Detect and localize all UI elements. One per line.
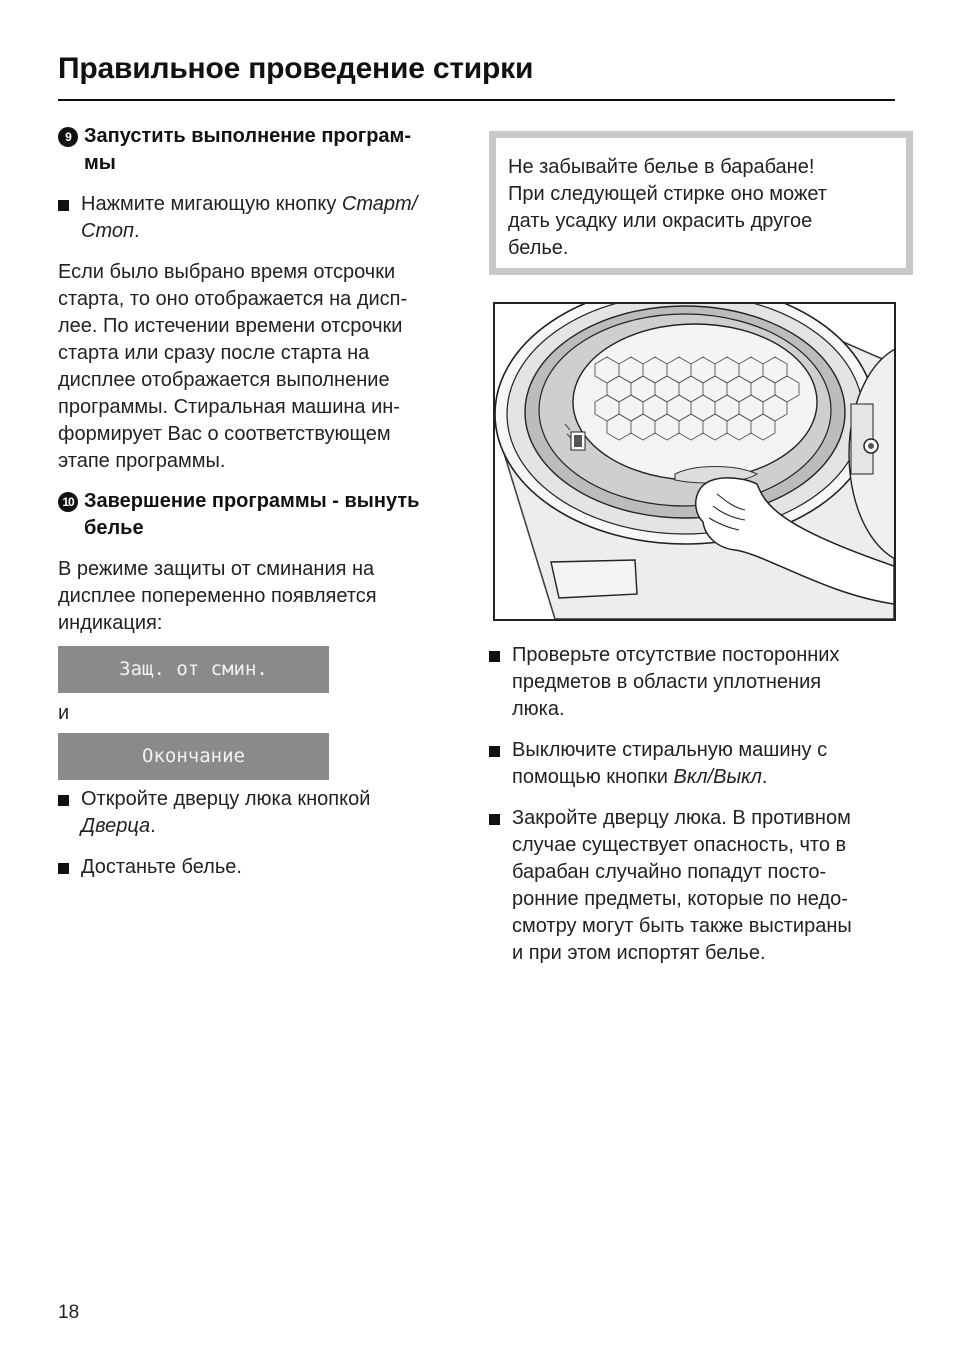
step-10-bullet-open-door (58, 786, 470, 840)
drum-and-hand-drawing (495, 304, 894, 619)
right-column (489, 131, 899, 967)
right-bullet-switch-off (489, 737, 899, 791)
step-9-paragraph (58, 259, 470, 475)
bullet-square-icon (58, 200, 69, 211)
step-10-heading-line1: Завершение программы - вынуть (84, 490, 420, 512)
washing-machine-illustration (493, 302, 896, 621)
bullet-text: Достаньте белье. (81, 856, 242, 878)
bullet-line: случае существует опасность, что в (512, 834, 847, 856)
para-line: В режиме защиты от сминания на (58, 558, 375, 580)
bullet-square-icon (489, 746, 500, 757)
page-title: Правильное проведение стирки (58, 52, 534, 85)
step-10-heading-line2: белье (84, 517, 144, 539)
bullet-line: Выключите стиральную машину с (512, 739, 828, 761)
bullet-end: . (134, 220, 140, 242)
para-line: лее. По истечении времени отсрочки (58, 315, 403, 337)
bullet-line: смотру могут быть также выстираны (512, 915, 852, 937)
note-line: При следующей стирке оно может (508, 183, 827, 205)
warning-note-box (489, 131, 913, 275)
bullet-line: Закройте дверцу люка. В противном (512, 807, 851, 829)
para-line: формирует Вас о соответствующем (58, 423, 391, 445)
button-name-start: Старт/ (341, 193, 418, 215)
bullet-text: Нажмите мигающую кнопку (81, 193, 342, 215)
para-line: старта, то оно отображается на дисп- (58, 288, 408, 310)
para-line: старта или сразу после старта на (58, 342, 370, 364)
step-10-heading (58, 488, 470, 542)
note-line: дать усадку или окрасить другое (508, 210, 813, 232)
step-9-heading (58, 123, 470, 177)
left-column (58, 123, 470, 881)
bullet-line: предметов в области уплотнения (512, 671, 822, 693)
button-name-on-off: Вкл/Выкл (673, 766, 762, 788)
bullet-square-icon (58, 795, 69, 806)
right-bullet-close-door (489, 805, 899, 967)
bullet-line: помощью кнопки (512, 766, 674, 788)
bullet-line: люка. (512, 698, 565, 720)
step-10-paragraph (58, 556, 470, 637)
note-line: Не забывайте белье в барабане! (508, 156, 815, 178)
step-9-heading-line2: мы (84, 152, 116, 174)
display-crease-guard: Защ. от смин. (58, 646, 329, 693)
bullet-square-icon (58, 863, 69, 874)
bullet-line: барабан случайно попадут посто- (512, 861, 827, 883)
display-finish: Окончание (58, 733, 329, 780)
note-line: белье. (508, 237, 569, 259)
bullet-end: . (761, 766, 768, 788)
right-bullet-check-seal (489, 642, 899, 723)
para-line: дисплее попеременно появляется (58, 585, 377, 607)
button-name-door: Дверца (81, 815, 151, 837)
bullet-line: Проверьте отсутствие посторонних (512, 644, 840, 666)
para-line: программы. Стиральная машина ин- (58, 396, 400, 418)
bullet-square-icon (489, 651, 500, 662)
bullet-text: Откройте дверцу люка кнопкой (81, 788, 371, 810)
bullet-line: и при этом испортят белье. (512, 942, 766, 964)
step-10-number-icon: 10 (58, 492, 78, 512)
connector-and: и (58, 702, 70, 724)
step-10-bullet-remove-laundry (58, 854, 470, 881)
para-line: Если было выбрано время отсрочки (58, 261, 396, 283)
step-9-heading-line1: Запустить выполнение програм- (84, 125, 411, 147)
para-line: индикация: (58, 612, 163, 634)
title-divider (58, 99, 895, 101)
bullet-square-icon (489, 814, 500, 825)
para-line: дисплее отображается выполнение (58, 369, 390, 391)
bullet-end: . (150, 815, 156, 837)
step-9-number-icon: 9 (58, 127, 78, 147)
button-name-stop: Стоп (81, 220, 135, 242)
step-9-bullet (58, 191, 470, 245)
bullet-line: ронние предметы, которые по недо- (512, 888, 848, 910)
page-number: 18 (58, 1302, 80, 1323)
para-line: этапе программы. (58, 450, 226, 472)
